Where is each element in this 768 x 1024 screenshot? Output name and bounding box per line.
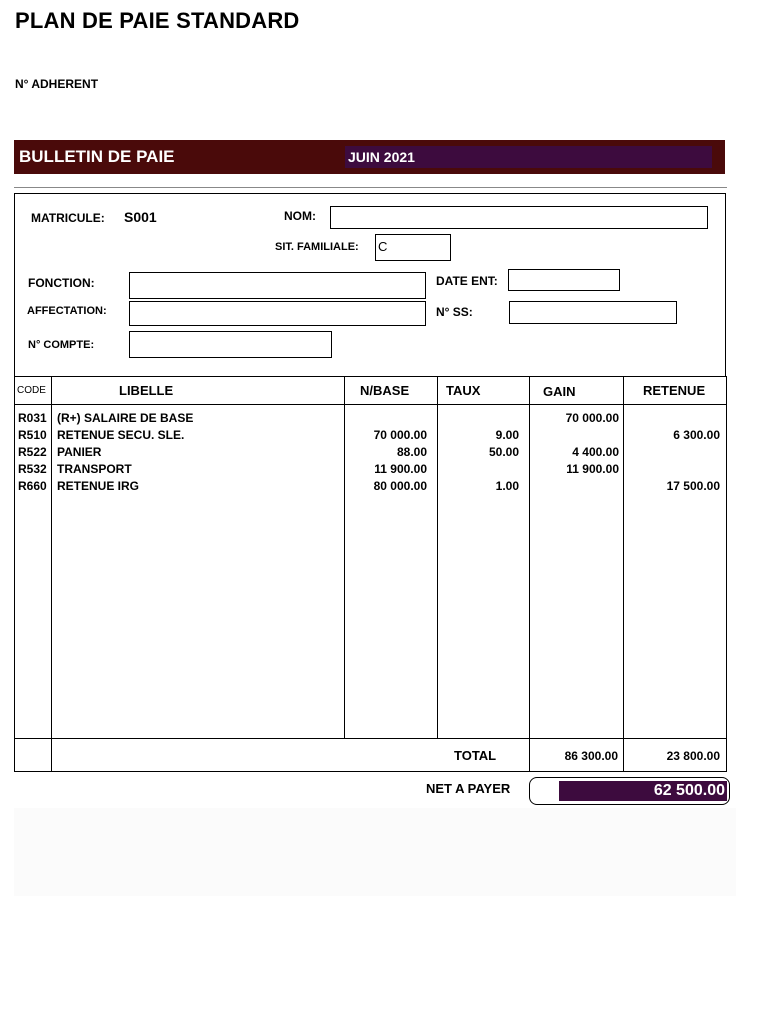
total-retenue: 23 800.00 <box>666 749 720 763</box>
affectation-field[interactable] <box>129 301 426 326</box>
row-code: R660 <box>18 479 47 493</box>
row-code: R510 <box>18 428 47 442</box>
net-value: 62 500.00 <box>653 782 725 799</box>
row-libelle: (R+) SALAIRE DE BASE <box>57 411 194 425</box>
row-code: R031 <box>18 411 47 425</box>
header-divider <box>15 404 726 405</box>
footer-area <box>14 808 736 896</box>
row-libelle: TRANSPORT <box>57 462 132 476</box>
page-title: PLAN DE PAIE STANDARD <box>15 8 300 33</box>
divider <box>14 187 727 188</box>
header-retenue: RETENUE <box>643 383 706 398</box>
row-gain: 11 900.00 <box>566 462 619 476</box>
row-taux: 50.00 <box>488 445 519 459</box>
affectation-label: AFFECTATION: <box>27 305 107 317</box>
ss-label: N° SS: <box>436 305 473 319</box>
col-divider <box>51 377 52 771</box>
total-label: TOTAL <box>454 748 497 763</box>
fonction-field[interactable] <box>129 272 426 299</box>
date-entree-label: DATE ENT: <box>436 274 498 288</box>
fonction-label: FONCTION: <box>28 276 95 290</box>
row-libelle: RETENUE IRG <box>57 479 140 493</box>
header-gain: GAIN <box>543 384 576 399</box>
compte-field[interactable] <box>129 331 332 358</box>
row-libelle: RETENUE SECU. SLE. <box>57 428 185 442</box>
header-code: CODE <box>17 385 46 396</box>
row-base: 80 000.00 <box>373 479 427 493</box>
date-entree-field[interactable] <box>508 269 620 291</box>
matricule-value: S001 <box>124 209 157 225</box>
sit-familiale-field[interactable]: C <box>375 234 451 261</box>
nom-label: NOM: <box>284 209 316 223</box>
nom-field[interactable] <box>330 206 708 229</box>
row-retenue: 17 500.00 <box>666 479 720 493</box>
total-gain: 86 300.00 <box>564 749 618 763</box>
row-retenue: 6 300.00 <box>673 428 720 442</box>
row-gain: 4 400.00 <box>572 445 619 459</box>
col-divider <box>529 377 530 771</box>
row-base: 88.00 <box>396 445 427 459</box>
compte-label: N° COMPTE: <box>28 339 95 351</box>
payslip-title: BULLETIN DE PAIE <box>19 147 175 166</box>
matricule-label: MATRICULE: <box>31 211 105 225</box>
row-base: 11 900.00 <box>374 462 427 476</box>
row-libelle: PANIER <box>57 445 102 459</box>
ss-field[interactable] <box>509 301 677 324</box>
row-gain: 70 000.00 <box>565 411 619 425</box>
header-taux: TAUX <box>446 383 481 398</box>
adherent-label: N° ADHERENT <box>15 77 99 91</box>
sit-familiale-label: SIT. FAMILIALE: <box>275 241 359 253</box>
header-base: N/BASE <box>360 383 410 398</box>
row-taux: 1.00 <box>495 479 519 493</box>
row-base: 70 000.00 <box>373 428 427 442</box>
row-code: R522 <box>18 445 47 459</box>
total-divider <box>15 738 726 739</box>
row-code: R532 <box>18 462 47 476</box>
net-label: NET A PAYER <box>426 781 511 796</box>
header-libelle: LIBELLE <box>119 383 174 398</box>
row-taux: 9.00 <box>495 428 519 442</box>
period-value: JUIN 2021 <box>348 149 415 165</box>
